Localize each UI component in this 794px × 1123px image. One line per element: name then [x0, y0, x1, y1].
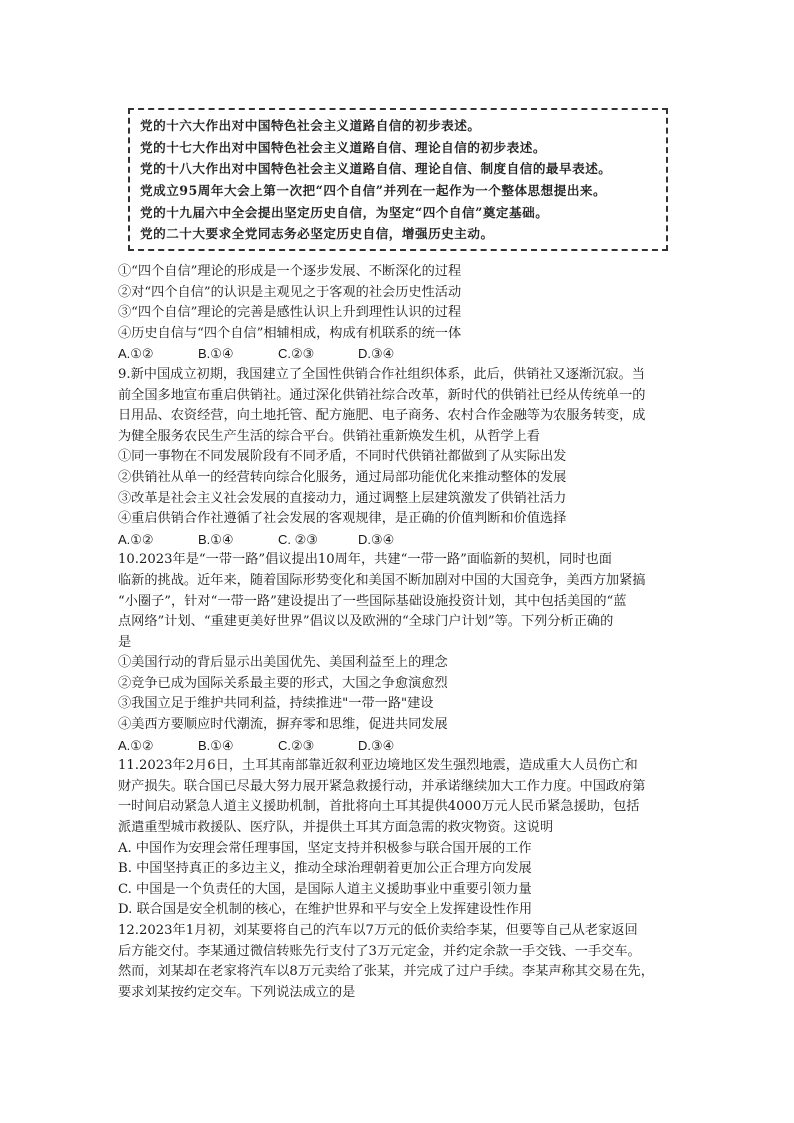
statement-2: ②对“四个自信”的认识是主观见之于客观的社会历史性活动: [118, 284, 462, 300]
question-stem-line: 日用品、农资经营，向土地托管、配方施肥、电子商务、农村合作金融等为农服务转变，成: [118, 408, 646, 424]
statement-4: ④美西方要顺应时代潮流，摒弃零和思维，促进共同发展: [118, 717, 448, 733]
question-stem-line: 是: [118, 634, 132, 650]
question-stem-line: 12.2023年1月初，刘某要将自己的汽车以7万元的低价卖给李某，但要等自己从老家返回: [118, 923, 638, 938]
choice-b[interactable]: B. 中国坚持真正的多边主义，推动全球治理朝着更加公正合理方向发展: [118, 861, 532, 877]
question-10: [118, 550, 688, 756]
option-d[interactable]: D.③④: [358, 531, 395, 547]
statement-3: ③“四个自信”理论的完善是感性认识上升到理性认识的过程: [118, 305, 462, 321]
question-stem-line: 派遣重型城市救援队、医疗队，并提供土耳其方面急需的救灾物资。这说明: [118, 820, 554, 836]
question-stem-line: 为健全服务农民生产生活的综合平台。供销社重新焕发生机，从哲学上看: [118, 428, 540, 444]
option-a[interactable]: A.①②: [118, 531, 154, 547]
answer-options: [118, 344, 688, 365]
choice-c[interactable]: C. 中国是一个负责任的大国，是国际人道主义援助事业中重要引领力量: [118, 881, 532, 897]
statement-4: ④重启供销合作社遵循了社会发展的客观规律，是正确的价值判断和价值选择: [118, 511, 567, 527]
material-line: 党的十七大作出对中国特色社会主义道路自信、理论自信的初步表述。: [140, 139, 546, 155]
option-c[interactable]: C.②③: [278, 346, 315, 362]
question-stem-line: 10.2023年是“一带一路”倡议提出10周年，共建“一带一路”面临新的契机，同时也面: [118, 552, 612, 568]
answer-options: [118, 736, 688, 757]
question-9: [118, 365, 688, 550]
statement-1: ①美国行动的背后显示出美国优先、美国利益至上的理念: [118, 655, 448, 671]
question-stem-line: 9.新中国成立初期，我国建立了全国性供销合作社组织体系，此后，供销社又逐渐沉寂。当: [118, 366, 645, 382]
question-stem-line: 临新的挑战。近年来，随着国际形势变化和美国不断加剧对中国的大国竞争，美西方加紧搞: [118, 572, 646, 588]
question-12: [118, 921, 688, 1003]
option-b[interactable]: B.①④: [198, 346, 234, 362]
statement-1: ①同一事物在不同发展阶段有不同矛盾，不同时代供销社都做到了从实际出发: [118, 449, 567, 465]
option-c[interactable]: C. ②③: [278, 531, 318, 547]
option-d[interactable]: D.③④: [358, 346, 395, 362]
statement-1: ①“四个自信”理论的形成是一个逐步发展、不断深化的过程: [118, 264, 462, 279]
material-line: 党的十八大作出对中国特色社会主义道路自信、理论自信、制度自信的最早表述。: [140, 161, 612, 177]
material-box: [128, 108, 668, 251]
statement-2: ②竞争已成为国际关系最主要的形式，大国之争愈演愈烈: [118, 675, 448, 691]
material-line: 党的十九届六中全会提出坚定历史自信，为坚定“四个自信”奠定基础。: [140, 204, 549, 220]
statement-3: ③改革是社会主义社会发展的直接动力，通过调整上层建筑激发了供销社活力: [118, 490, 567, 506]
option-c[interactable]: C.②③: [278, 737, 315, 753]
question-11: [118, 756, 688, 921]
option-b[interactable]: B.①④: [198, 737, 234, 753]
question-stem-line: 然而，刘某却在老家将汽车以8万元卖给了张某，并完成了过户手续。李某声称其交易在先，: [118, 964, 654, 980]
question-stem-line: 财产损失。联合国已尽最大努力展开紧急救援行动，并承诺继续加大工作力度。中国政府第: [118, 778, 646, 794]
question-stem-line: 一时间启动紧急人道主义援助机制，首批将向土耳其提供4000万元人民币紧急援助，包括: [118, 799, 640, 815]
choice-a[interactable]: A. 中国作为安理会常任理事国，坚定支持并积极参与联合国开展的工作: [118, 840, 532, 856]
question-stem-line: 11.2023年2月6日，土耳其南部靠近叙利亚边境地区发生强烈地震，造成重大人员伤亡和: [118, 758, 638, 774]
question-stem-line: 前全国多地宣布重启供销社。通过深化供销社综合改革，新时代的供销社已经从传统单一的: [118, 387, 646, 403]
option-a[interactable]: A.①②: [118, 346, 154, 362]
material-line: 党的二十大要求全党同志务必坚定历史自信，增强历史主动。: [140, 226, 494, 242]
statement-4: ④历史自信与“四个自信”相辅相成，构成有机联系的统一体: [118, 325, 462, 341]
question-stem-line: 后方能交付。李某通过微信转账先行支付了3万元定金，并约定余款一手交钱、一手交车。: [118, 943, 641, 959]
questions: [118, 262, 688, 1003]
option-a[interactable]: A.①②: [118, 737, 154, 753]
material-line: 党成立95周年大会上第一次把“四个自信”并列在一起作为一个整体思想提出来。: [140, 183, 607, 199]
question-8-items: [118, 262, 688, 365]
statement-2: ②供销社从单一的经营转向综合化服务，通过局部功能优化来推动整体的发展: [118, 469, 567, 485]
statement-3: ③我国立足于维护共同利益，持续推进"一带一路"建设: [118, 696, 434, 712]
question-stem-line: “小圈子”，针对“一带一路”建设提出了一些国际基础设施投资计划，其中包括美国的“蓝: [118, 593, 627, 609]
question-stem-line: 要求刘某按约定交车。下列说法成立的是: [118, 984, 356, 1000]
question-stem-line: 点网络”计划、“重建更美好世界”倡议以及欧洲的“全球门户计划”等。下列分析正确的: [118, 614, 614, 630]
answer-options: [118, 530, 688, 551]
material-line: 党的十六大作出对中国特色社会主义道路自信的初步表述。: [140, 118, 481, 133]
option-d[interactable]: D.③④: [358, 737, 395, 753]
option-b[interactable]: B.①④: [198, 531, 234, 547]
choice-d[interactable]: D. 联合国是安全机制的核心，在维护世界和平与安全上发挥建设性作用: [118, 902, 533, 918]
